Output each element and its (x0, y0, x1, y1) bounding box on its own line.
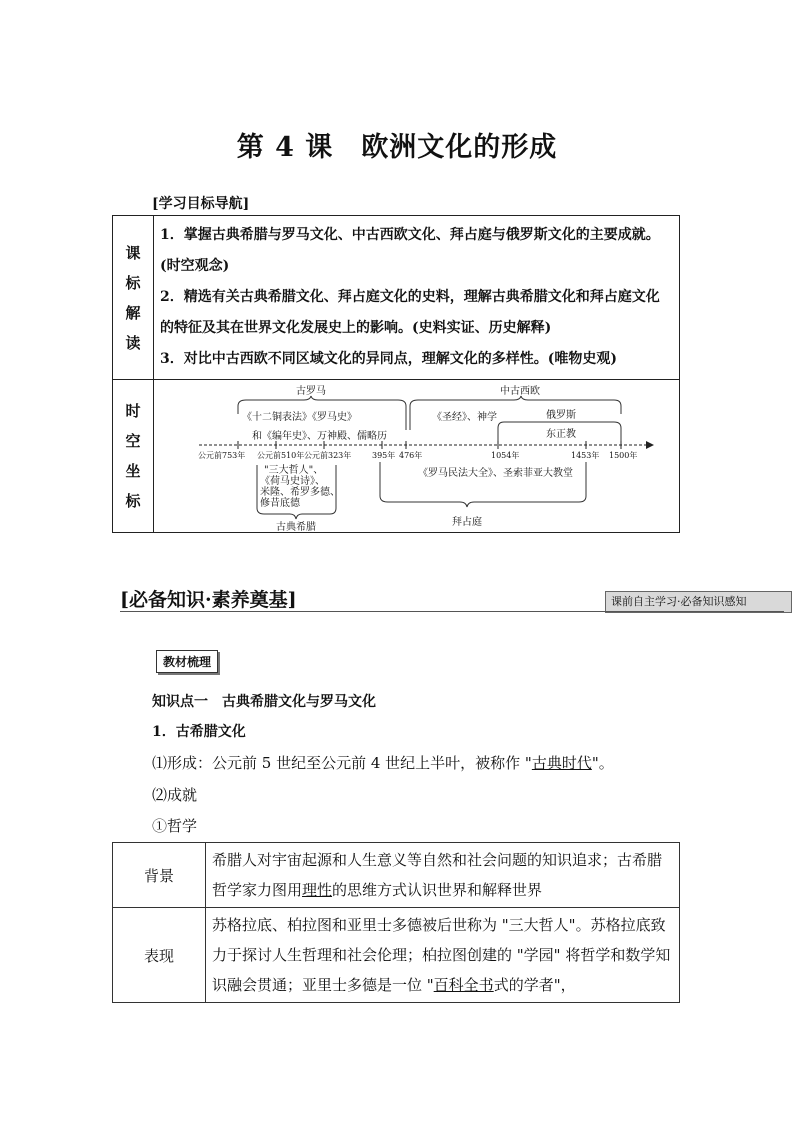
tick-label: 1054年 (491, 451, 520, 460)
bible-label: 《圣经》、神学 (432, 412, 497, 423)
row-header: 背景 (113, 843, 206, 908)
tick-label: 公元前323年 (304, 451, 352, 460)
label-byzantium: 拜占庭 (452, 517, 482, 528)
philosophy-table (112, 842, 680, 1003)
section-heading: [必备知识·素养奠基] (120, 589, 297, 611)
row-header: 表现 (113, 908, 206, 1003)
label-rome: 古罗马 (296, 386, 326, 397)
tick-label: 公元前753年 (198, 451, 246, 460)
answer-blank: 理性 (302, 881, 333, 899)
row-content: 希腊人对宇宙起源和人生意义等自然和社会问题的知识追求；古希腊哲学家力图用理性的思维方式认识世界和解释世界 (206, 843, 680, 908)
objectives-list (154, 216, 680, 380)
objective-item: 3．对比中古西欧不同区域文化的异同点，理解文化的多样性。(唯物史观) (160, 351, 617, 367)
rome-works-line-1: 《十二铜表法》《罗马史》 (242, 412, 357, 423)
textbook-review-badge: 教材梳理 (156, 650, 218, 673)
tick-label: 476年 (399, 451, 423, 460)
label-greece: 古典希腊 (276, 522, 316, 532)
timeline-cell (154, 380, 680, 533)
section-tag: 课前自主学习·必备知识感知 (605, 591, 792, 613)
answer-blank: 古典时代 (531, 754, 592, 772)
page-title: 第 4 课 欧洲文化的形成 (236, 132, 558, 163)
rome-works-line-2: 和《编年史》、万神殿、儒略历 (252, 431, 387, 442)
row-content: 苏格拉底、柏拉图和亚里士多德被后世称为 "三大哲人"。苏格拉底致力于探讨人生哲理和社会伦理；柏拉图创建的 "学园" 将哲学和数学知识融会贯通；亚里士多德是一位 "百科全书式的学者"， (206, 908, 680, 1003)
knowledge-point-title: 知识点一 古典希腊文化与罗马文化 (152, 694, 376, 710)
formation-line: ⑴形成：公元前 5 世纪至公元前 4 世纪上半叶，被称作 "古典时代"。 (152, 754, 614, 772)
answer-blank: 百科全书 (433, 976, 494, 994)
heading-ancient-greek-culture: 1．古希腊文化 (152, 724, 246, 740)
objectives-table (112, 215, 680, 533)
study-guide-label: [学习目标导航] (152, 196, 250, 212)
greek-works-line-4: 修昔底德 (260, 498, 300, 509)
orthodox-label: 东正教 (546, 429, 576, 440)
greek-works-line-1: "三大哲人"、 (264, 465, 324, 476)
label-medieval-west: 中古西欧 (500, 386, 540, 397)
russia-label: 俄罗斯 (546, 410, 576, 421)
curriculum-header: 课 标 解 读 (113, 216, 154, 380)
greek-works-line-3: 米隆、希罗多德、 (260, 487, 340, 498)
tick-label: 公元前510年 (257, 451, 305, 460)
byzantium-works: 《罗马民法大全》、圣索菲亚大教堂 (418, 468, 573, 479)
timeline-header: 时 空 坐 标 (113, 380, 154, 533)
section-divider (120, 611, 784, 612)
timeline-arrow (646, 441, 654, 449)
objective-item: 1．掌握古典希腊与罗马文化、中古西欧文化、拜占庭与俄罗斯文化的主要成就。(时空观念) (160, 227, 660, 274)
achievements-line: ⑵成就 (152, 786, 198, 804)
objective-item: 2．精选有关古典希腊文化、拜占庭文化的史料，理解古典希腊文化和拜占庭文化的特征及其在世界文化发展史上的影响。(史料实证、历史解释) (160, 289, 660, 336)
table-row (113, 908, 680, 1003)
philosophy-line: ①哲学 (152, 817, 198, 835)
table-row (113, 843, 680, 908)
brace-greece (257, 508, 336, 519)
tick-label: 395年 (372, 451, 396, 460)
tick-label: 1453年 (571, 451, 600, 460)
timeline-diagram (154, 380, 682, 532)
tick-label: 1500年 (609, 451, 638, 460)
greek-works-line-2: 《荷马史诗》、 (260, 476, 325, 487)
